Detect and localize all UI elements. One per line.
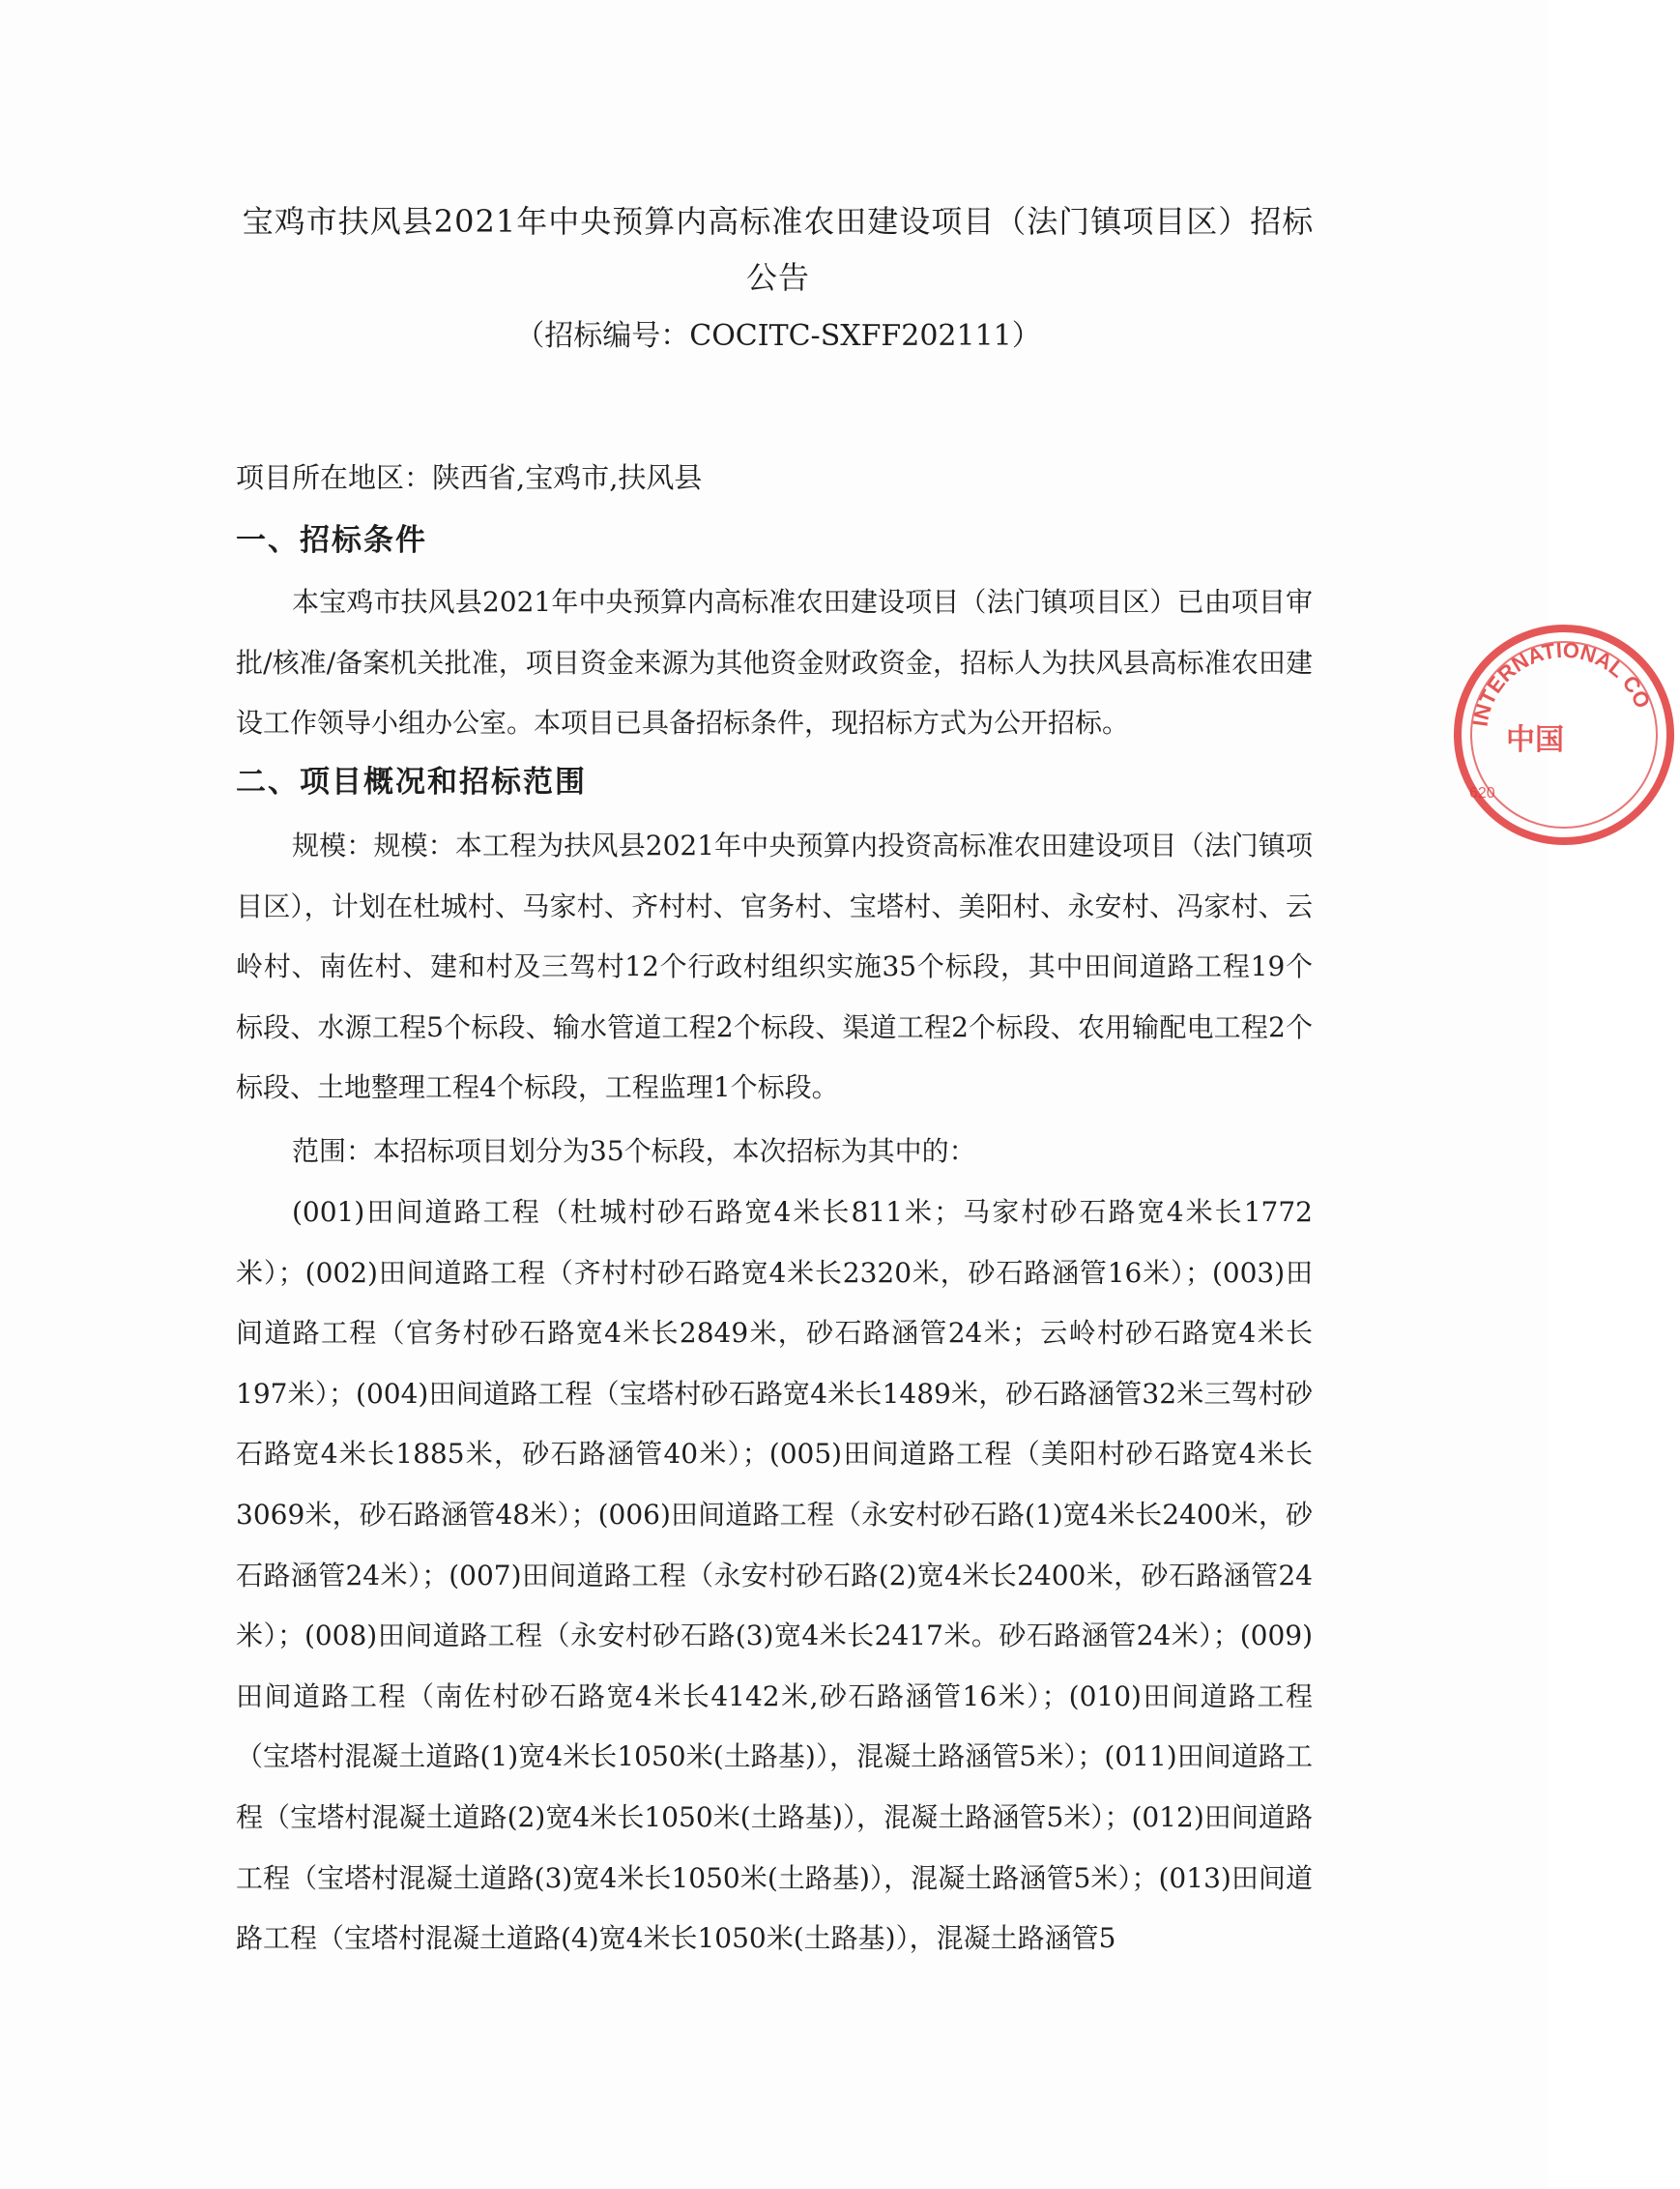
project-region: 项目所在地区：陕西省,宝鸡市,扶风县: [236, 461, 703, 494]
section-heading-overview: 二、项目概况和招标范围: [236, 765, 587, 800]
seal-text-center: 中国: [1506, 723, 1564, 757]
seal-text-code: 620: [1469, 785, 1495, 802]
tender-scope-paragraph: 范围：本招标项目划分为35个标段，本次招标为其中的：: [292, 1135, 976, 1167]
section-body-conditions: 本宝鸡市扶风县2021年中央预算内高标准农田建设项目（法门镇项目区）已由项目审批/核准/备案机关批准，项目资金来源为其他资金财政资金，招标人为扶风县高标准农田建设工作领导小组办公室。本项目已具备招标条件，现招标方式为公开招标。: [236, 586, 1313, 740]
project-scale-paragraph: 规模：规模：本工程为扶风县2021年中央预算内投资高标准农田建设项目（法门镇项目区），计划在杜城村、马家村、齐村村、官务村、宝塔村、美阳村、永安村、冯家村、云岭村、南佐村、建和村及三驾村12个行政村组织实施35个标段，其中田间道路工程19个标段、水源工程5个标段、输水管道工程2个标段、渠道工程2个标段、农用输配电工程2个标段、土地整理工程4个标段，工程监理1个标段。: [236, 830, 1313, 1104]
section-heading-conditions: 一、招标条件: [236, 523, 427, 558]
seal-text-arc: INTERNATIONAL CO: [1467, 637, 1656, 728]
tender-lots-paragraph: (001)田间道路工程（杜城村砂石路宽4米长811米；马家村砂石路宽4米长1772米）；(002)田间道路工程（齐村村砂石路宽4米长2320米，砂石路涵管16米）；(003)田间道路工程（官务村砂石路宽4米长2849米，砂石路涵管24米；云岭村砂石路宽4米长197米）；(004)田间道路工程（宝塔村砂石路宽4米长1489米，砂石路涵管32米三驾村砂石路宽4米长1885米，砂石路涵管40米）；(005)田间道路工程（美阳村砂石路宽4米长3069米，砂石路涵管48米）；(006)田间道路工程（永安村砂石路(1)宽4米长2400米，砂石路涵管24米）；(007)田间道路工程（永安村砂石路(2)宽4米长2400米，砂石路涵管24米）；(008)田间道路工程（永安村砂石路(3)宽4米长2417米。砂石路涵管24米）；(009)田间道路工程（南佐村砂石路宽4米长4142米,砂石路涵管16米）；(010)田间道路工程（宝塔村混凝土道路(1)宽4米长1050米(土路基)），混凝土路涵管5米）；(011)田间道路工程（宝塔村混凝土道路(2)宽4米长1050米(土路基)），混凝土路涵管5米）；(012)田间道路工程（宝塔村混凝土道路(3)宽4米长1050米(土路基)），混凝土路涵管5米）；(013)田间道路工程（宝塔村混凝土道路(4)宽4米长1050米(土路基)），混凝土路涵管5: [236, 1196, 1313, 1955]
document-title: 宝鸡市扶风县2021年中央预算内高标准农田建设项目（法门镇项目区）招标公告: [242, 203, 1315, 296]
tender-code: （招标编号：COCITC-SXFF202111）: [515, 319, 1041, 353]
official-seal-stamp: [1448, 619, 1680, 851]
